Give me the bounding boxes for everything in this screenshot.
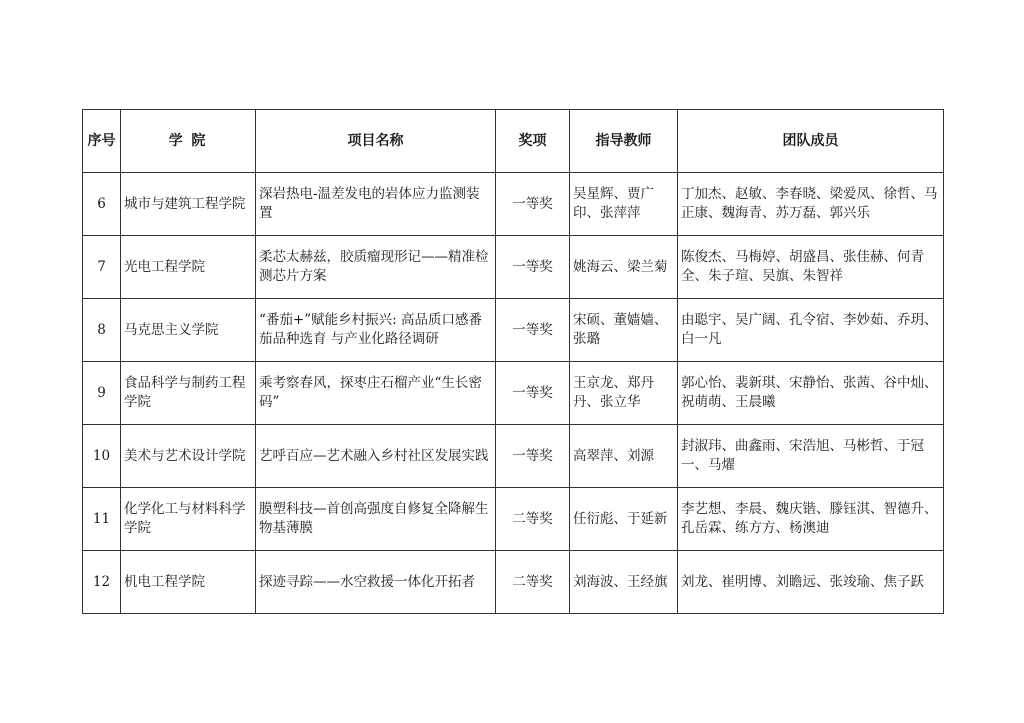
row-number: 11 [83, 488, 121, 551]
teacher-cell: 任衍彪、于延新 [570, 488, 678, 551]
project-cell: 艺呼百应—艺术融入乡村社区发展实践 [256, 425, 496, 488]
row-number: 9 [83, 362, 121, 425]
award-cell: 二等奖 [496, 551, 570, 614]
members-cell: 封淑玮、曲鑫雨、宋浩旭、马彬哲、于冠一、马燿 [678, 425, 944, 488]
school-cell: 美术与艺术设计学院 [121, 425, 256, 488]
members-cell: 郭心怡、裴新琪、宋静怡、张茜、谷中灿、祝萌萌、王晨曦 [678, 362, 944, 425]
teacher-cell: 宋硕、董嫱嫱、张璐 [570, 299, 678, 362]
header-no: 序号 [83, 110, 121, 173]
school-cell: 食品科学与制药工程学院 [121, 362, 256, 425]
award-cell: 一等奖 [496, 236, 570, 299]
table-row [83, 236, 944, 299]
members-cell: 李艺想、李晨、魏庆锴、滕钰淇、智德升、孔岳霖、练方方、杨澳迪 [678, 488, 944, 551]
school-cell: 马克思主义学院 [121, 299, 256, 362]
teacher-cell: 姚海云、梁兰菊 [570, 236, 678, 299]
header-school: 学 院 [121, 110, 256, 173]
project-cell: 探迹寻踪——水空救援一体化开拓者 [256, 551, 496, 614]
row-number: 7 [83, 236, 121, 299]
members-cell: 丁加杰、赵敏、李春晓、梁爱凤、徐哲、马正康、魏海青、苏万磊、郭兴乐 [678, 173, 944, 236]
header-members: 团队成员 [678, 110, 944, 173]
table-row [83, 362, 944, 425]
project-cell: 柔芯太赫兹，胶质瘤现形记——精准检测芯片方案 [256, 236, 496, 299]
school-cell: 光电工程学院 [121, 236, 256, 299]
members-cell: 陈俊杰、马梅婷、胡盛昌、张佳赫、何青全、朱子瑄、吴旗、朱智祥 [678, 236, 944, 299]
award-table [82, 109, 944, 614]
school-cell: 机电工程学院 [121, 551, 256, 614]
teacher-cell: 吴星辉、贾广印、张萍萍 [570, 173, 678, 236]
table-row [83, 299, 944, 362]
row-number: 12 [83, 551, 121, 614]
project-cell: 膜塑科技—首创高强度自修复全降解生物基薄膜 [256, 488, 496, 551]
header-teacher: 指导教师 [570, 110, 678, 173]
header-award: 奖项 [496, 110, 570, 173]
table-header [83, 110, 944, 173]
award-cell: 一等奖 [496, 425, 570, 488]
members-cell: 由聪宇、吴广阔、孔令宿、李妙茹、乔玥、白一凡 [678, 299, 944, 362]
row-number: 8 [83, 299, 121, 362]
table-row [83, 425, 944, 488]
school-cell: 城市与建筑工程学院 [121, 173, 256, 236]
project-cell: “番茄+”赋能乡村振兴: 高品质口感番茄品种选育 与产业化路径调研 [256, 299, 496, 362]
award-cell: 一等奖 [496, 362, 570, 425]
teacher-cell: 王京龙、郑丹丹、张立华 [570, 362, 678, 425]
teacher-cell: 刘海波、王经旗 [570, 551, 678, 614]
header-project: 项目名称 [256, 110, 496, 173]
school-cell: 化学化工与材料科学学院 [121, 488, 256, 551]
project-cell: 乘考察春风，探枣庄石榴产业“生长密码” [256, 362, 496, 425]
row-number: 6 [83, 173, 121, 236]
table-body [83, 173, 944, 614]
table-row [83, 173, 944, 236]
project-cell: 深岩热电-温差发电的岩体应力监测装置 [256, 173, 496, 236]
header-row [83, 110, 944, 173]
award-cell: 一等奖 [496, 299, 570, 362]
table-row [83, 551, 944, 614]
table-row [83, 488, 944, 551]
award-cell: 一等奖 [496, 173, 570, 236]
members-cell: 刘龙、崔明博、刘瞻远、张竣瑜、焦子跃 [678, 551, 944, 614]
row-number: 10 [83, 425, 121, 488]
teacher-cell: 高翠萍、刘源 [570, 425, 678, 488]
award-cell: 二等奖 [496, 488, 570, 551]
